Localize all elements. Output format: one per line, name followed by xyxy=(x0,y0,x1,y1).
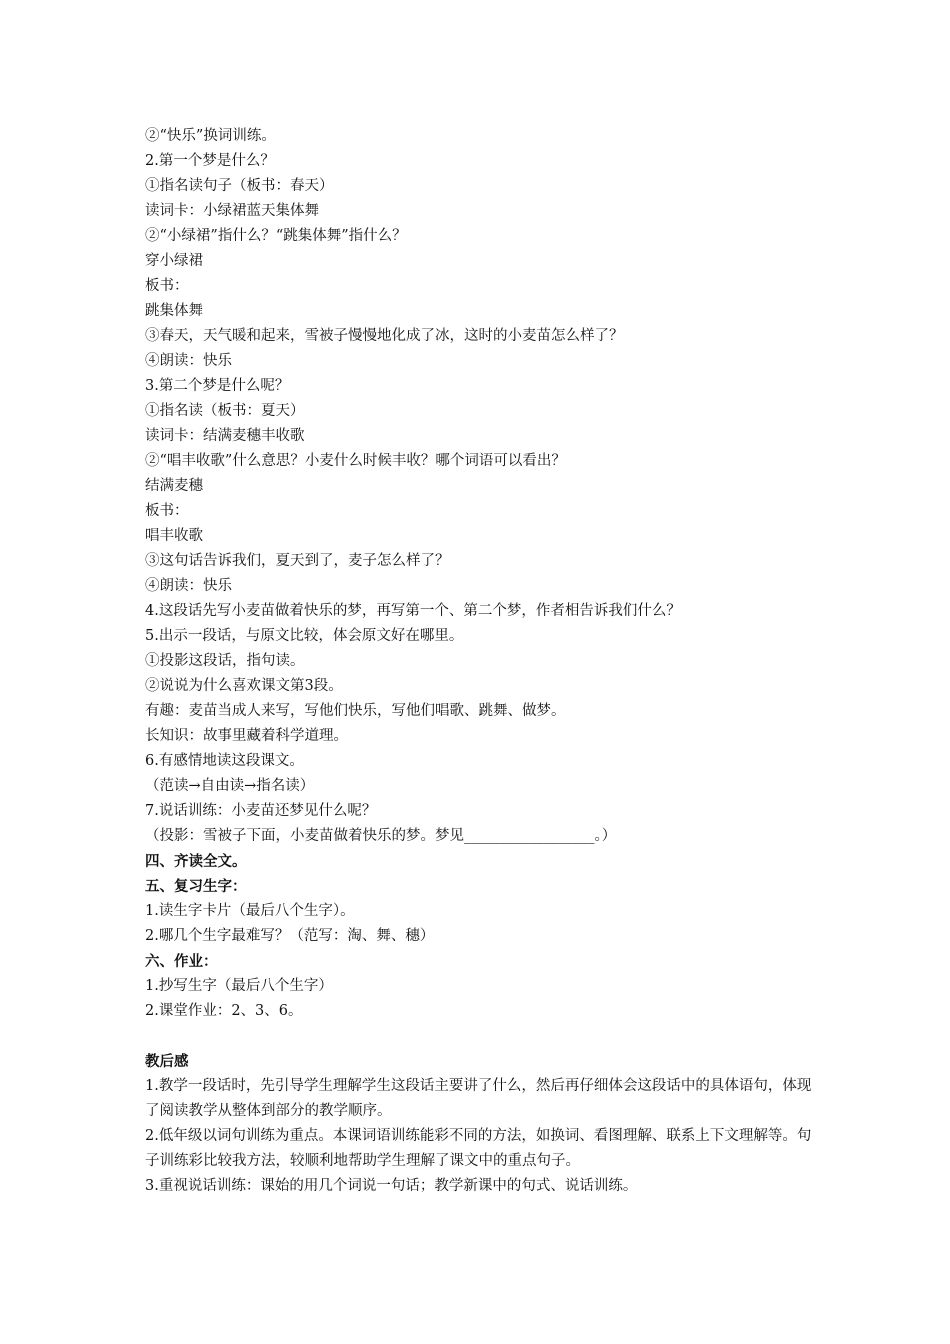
text-line: 穿小绿裙 xyxy=(145,253,203,269)
section-heading-4: 四、齐读全文。 xyxy=(145,853,247,870)
text-line: 长知识：故事里藏着科学道理。 xyxy=(145,728,348,744)
text-line: 结满麦穗 xyxy=(145,478,203,494)
text-line: 读词卡：结满麦穗丰收歌 xyxy=(145,428,305,444)
text-line: 2.第一个梦是什么？ xyxy=(145,153,275,169)
text-line: ②“唱丰收歌”什么意思？小麦什么时候丰收？哪个词语可以看出？ xyxy=(145,453,566,469)
reflection-item: 1.教学一段话时，先引导学生理解学生这段话主要讲了什么，然后再仔细体会这段话中的具体语句，体现了阅读教学从整体到部分的教学顺序。 xyxy=(145,1078,812,1119)
text-line: 跳集体舞 xyxy=(145,303,203,319)
reflection-item: 3.重视说话训练：课始的用几个词说一句话；教学新课中的句式、说话训练。 xyxy=(145,1178,638,1194)
text-line: 板书： xyxy=(145,503,189,519)
text-line: 3.第二个梦是什么呢？ xyxy=(145,378,290,394)
list-item: 1.读生字卡片（最后八个生字）。 xyxy=(145,903,355,919)
text-line: 7.说话训练：小麦苗还梦见什么呢？ xyxy=(145,803,377,819)
text-line: ③这句话告诉我们，夏天到了，麦子怎么样了？ xyxy=(145,553,450,569)
text-line: ①投影这段话，指句读。 xyxy=(145,653,305,669)
text-line: ③春天，天气暖和起来，雪被子慢慢地化成了冰，这时的小麦苗怎么样了？ xyxy=(145,328,624,344)
text-line: ④朗读：快乐 xyxy=(145,353,232,369)
text-line: 6.有感情地读这段课文。 xyxy=(145,753,304,769)
text-line: ②“快乐”换词训练。 xyxy=(145,128,276,144)
list-item: 2.哪几个生字最难写？（范写：淘、舞、穗） xyxy=(145,928,435,944)
text-line: （范读→自由读→指名读） xyxy=(145,778,315,794)
list-item: 1.抄写生字（最后八个生字） xyxy=(145,978,333,994)
text-line: ①指名读句子（板书：春天） xyxy=(145,178,334,194)
text-line: 5.出示一段话，与原文比较，体会原文好在哪里。 xyxy=(145,628,464,644)
text-line: ①指名读（板书：夏天） xyxy=(145,403,305,419)
text-line: 读词卡：小绿裙蓝天集体舞 xyxy=(145,203,319,219)
reflection-item: 2.低年级以词句训练为重点。本课词语训练能彩不同的方法，如换词、看图理解、联系上下文理解等。句子训练彩比较我方法，较顺利地帮助学生理解了课文中的重点句子。 xyxy=(145,1128,812,1169)
section-heading-5: 五、复习生字： xyxy=(145,878,247,895)
text-line: ②“小绿裙”指什么？“跳集体舞”指什么？ xyxy=(145,228,407,244)
section-heading-6: 六、作业： xyxy=(145,953,218,970)
text-line: （投影：雪被子下面，小麦苗做着快乐的梦。梦见__________________。） xyxy=(145,828,617,844)
document-page xyxy=(145,124,815,1199)
text-line: 4.这段话先写小麦苗做着快乐的梦，再写第一个、第二个梦，作者相告诉我们什么？ xyxy=(145,603,681,619)
text-line: 有趣：麦苗当成人来写，写他们快乐，写他们唱歌、跳舞、做梦。 xyxy=(145,703,566,719)
text-line: 板书： xyxy=(145,278,189,294)
blank-spacer xyxy=(145,1024,815,1049)
text-line: ④朗读：快乐 xyxy=(145,578,232,594)
reflection-title: 教后感 xyxy=(145,1053,189,1070)
text-line: 唱丰收歌 xyxy=(145,528,203,544)
text-line: ②说说为什么喜欢课文第3段。 xyxy=(145,678,343,694)
list-item: 2.课堂作业：2、3、6。 xyxy=(145,1003,303,1019)
